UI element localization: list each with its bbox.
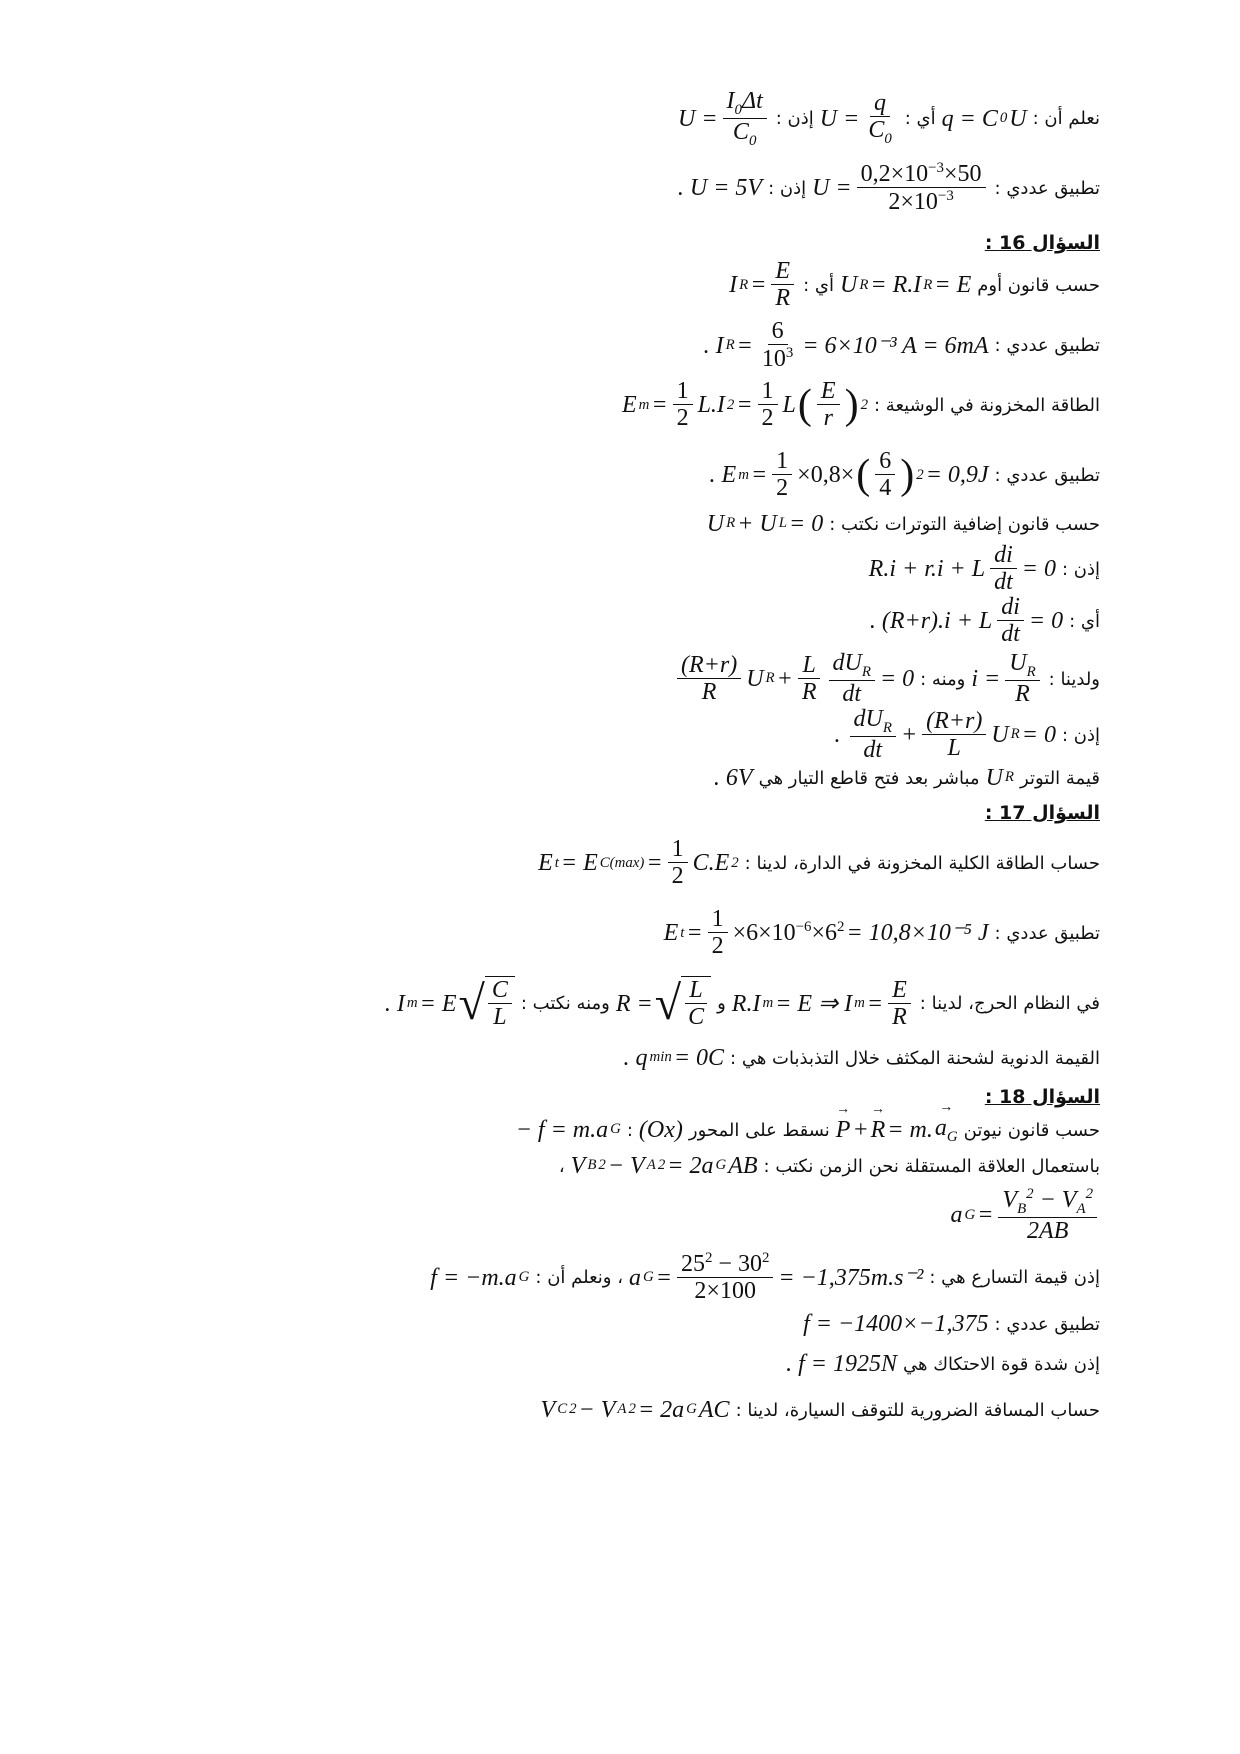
eq-rr-i: (R+r).i + L $\frac{di}{dt}$ = 0 xyxy=(881,594,1064,648)
period-3: . xyxy=(709,462,716,489)
eq-line-then-ri xyxy=(869,542,1100,597)
label-numeric-5: تطبيق عددي : xyxy=(994,1313,1100,1335)
label-then: إذن : xyxy=(775,108,814,130)
label-we-know2: ، ونعلم أن : xyxy=(535,1267,624,1289)
heading-q18: السؤال 18 : xyxy=(984,1086,1100,1108)
eq-line-ohm xyxy=(729,258,1100,313)
label-and-we-have: ولدينا : xyxy=(1048,668,1100,690)
label-friction: إذن شدة قوة الاحتكاك هي xyxy=(903,1353,1100,1375)
eq-line-critical xyxy=(385,976,1100,1032)
eq-line-min-charge xyxy=(624,1044,1100,1073)
eq-line-et-num xyxy=(664,906,1100,961)
eq-ag-value: = −1,375m.s⁻² xyxy=(778,1264,924,1291)
eq-ir: I R = $\frac{E}{R}$ xyxy=(729,258,797,313)
period-7: . xyxy=(384,990,391,1017)
eq-dur-dt: $\frac{dU_R}{dt}$ + $\frac{(R+r)}{L}$ U R = 0 xyxy=(847,706,1056,765)
eq-line-friction xyxy=(786,1350,1100,1379)
eq-line-indep xyxy=(559,1152,1100,1181)
label-project: نسقط على المحور xyxy=(688,1119,830,1141)
eq-ag-frac: a G = $\frac{V_B^2 - V_A^2}{2AB}$ xyxy=(950,1186,1100,1246)
eq-et-num: E t = $\frac{1}{2}$ $\times 6\times 10^{-6}\times 6^2$ = 10,8×10⁻⁵ J xyxy=(663,906,989,960)
label-ur-text: قيمة التوتر xyxy=(1020,767,1100,789)
eq-line-2 xyxy=(678,160,1100,217)
eq-im-sqrt: I m = E √ $\frac{C}{L}$ xyxy=(397,976,515,1032)
ur-value: 6V xyxy=(725,765,753,791)
eq-q-c0u: q = C 0 U xyxy=(941,105,1027,132)
label-ur-text2: مباشر بعد فتح قاطع التيار هي xyxy=(758,767,980,789)
eq-vb-va: V B 2 − V A 2 = 2a G AB xyxy=(570,1153,758,1179)
eq-u-numeric: U = $\frac{0,2\times 10^{-3}\times 50}{2\times 10^{-3}}$ xyxy=(812,160,988,217)
colon: : xyxy=(626,1119,633,1141)
label-voltage-add: حسب قانون إضافية التوترات نكتب : xyxy=(829,513,1100,535)
eq-vc-va: V C 2 − V A 2 = 2a G AC xyxy=(540,1397,730,1423)
eq-line-ie-rr xyxy=(870,594,1100,649)
period-8: . xyxy=(623,1045,630,1071)
eq-em-num: E m = $\frac{1}{2}$ ×0,8× ( $\frac{6}{4}$ ) 2 = 0,9J xyxy=(721,448,989,502)
eq-f-mag: − f = m.a G xyxy=(515,1116,621,1143)
eq-ir-value: = 6×10⁻³ A = 6mA xyxy=(802,332,989,359)
period-4: . xyxy=(869,608,876,635)
label-critical: في النظام الحرج، لدينا : xyxy=(919,993,1100,1015)
eq-line-stop xyxy=(541,1396,1100,1425)
eq-diff-ur: $\frac{(R+r)}{R}$ U R + $\frac{L}{R}$ $\frac{dU_R}{dt}$ = 0 xyxy=(674,650,914,709)
label-numeric: تطبيق عددي : xyxy=(994,177,1100,199)
period-5: . xyxy=(834,721,841,748)
label-numeric-2: تطبيق عددي : xyxy=(994,335,1100,357)
label-i-e-3: أي : xyxy=(1069,610,1100,632)
eq-line-ur-value xyxy=(714,764,1100,793)
period-9: . xyxy=(786,1351,793,1377)
label-stop-dist: حساب المسافة الضرورية للتوقف السيارة، لدينا : xyxy=(735,1399,1100,1421)
period: . xyxy=(677,175,684,202)
heading-q16-line xyxy=(985,232,1100,255)
label-newton: حسب قانون نيوتن xyxy=(963,1119,1100,1141)
label-so: ومنه : xyxy=(920,668,966,690)
heading-q17: السؤال 17 : xyxy=(984,802,1100,824)
eq-line-then-dur xyxy=(835,706,1101,765)
eq-u-q-c0: U = $\frac{q}{C_0}$ xyxy=(819,89,892,148)
period-2: . xyxy=(703,332,710,359)
eq-line-em-num xyxy=(710,448,1100,503)
eq-ir-num: I R = $\frac{6}{10^3}$ = 6×10⁻³ A = 6mA xyxy=(715,318,989,373)
eq-ri-ri: R.i + r.i + L $\frac{di}{dt}$ = 0 xyxy=(868,542,1056,596)
label-then-3: إذن : xyxy=(1061,558,1100,580)
heading-q17-line xyxy=(985,802,1100,825)
eq-u-i0dt: U = $\frac{I_0\Delta t}{C_0}$ xyxy=(678,88,770,150)
eq-et-value: = 10,8×10⁻⁵ J xyxy=(846,920,989,947)
eq-qmin-value: = 0C xyxy=(673,1045,725,1071)
eq-et: E t = E C(max) = $\frac{1}{2}$ C.E 2 xyxy=(538,836,739,890)
label-min-charge: القيمة الدنوية لشحنة المكثف خلال التذبذبات هي : xyxy=(730,1047,1100,1069)
period-6: . xyxy=(713,765,720,791)
eq-f-calc: f = −1400×−1,375 xyxy=(803,1311,989,1337)
eq-ur-ul: U R + U L = 0 xyxy=(706,511,824,537)
label-then-4: إذن : xyxy=(1061,724,1100,746)
eq-line-ag xyxy=(950,1186,1100,1246)
label-numeric-4: تطبيق عددي : xyxy=(994,922,1100,944)
eq-line-f-num xyxy=(803,1310,1100,1339)
eq-f-result: f = 1925N xyxy=(798,1351,897,1377)
label-so-write: ومنه نكتب : xyxy=(520,993,610,1015)
eq-line-coil xyxy=(622,378,1100,433)
label-i-e-2: أي : xyxy=(803,274,834,296)
label-ohm: حسب قانون أوم xyxy=(977,274,1100,296)
eq-ox: (Ox) xyxy=(638,1116,683,1143)
label-i-e: أي : xyxy=(904,108,936,130)
sym-ur: U R xyxy=(985,765,1015,791)
eq-r-sqrt: R = √ $\frac{L}{C}$ xyxy=(616,976,711,1032)
eq-em: E m = $\frac{1}{2}$ L.I 2 = $\frac{1}{2}$ L ( $\frac{E}{r}$ ) 2 xyxy=(621,378,869,432)
eq-ag-num: a G = $\frac{25^2 - 30^2}{2\times 100}$ = −1,375m.s⁻² xyxy=(629,1250,924,1305)
eq-u-result: U = 5V xyxy=(689,175,763,202)
eq-rim: R.I m = E ⇒ I m = $\frac{E}{R}$ xyxy=(732,977,914,1032)
label-accel: إذن قيمة التسارع هي : xyxy=(929,1267,1100,1289)
heading-q18-line xyxy=(985,1086,1100,1109)
label-total-energy: حساب الطاقة الكلية المخزونة في الدارة، لدينا : xyxy=(744,852,1100,874)
label-numeric-3: تطبيق عددي : xyxy=(994,464,1100,486)
eq-line-ir-num xyxy=(704,318,1100,374)
comma: ، xyxy=(558,1155,565,1177)
eq-qmin: q min = 0C xyxy=(635,1045,725,1071)
eq-i-ur-r: i = $\frac{U_R}{R}$ xyxy=(971,650,1042,709)
label-and: و xyxy=(717,993,726,1015)
eq-line-total-energy xyxy=(538,836,1100,891)
label-indep: باستعمال العلاقة المستقلة نحن الزمن نكتب : xyxy=(763,1155,1100,1177)
eq-line-1 xyxy=(678,88,1100,150)
label-we-know: نعلم أن : xyxy=(1032,108,1100,130)
eq-ur: U R = R.I R = E xyxy=(839,272,972,299)
eq-line-and-we-have xyxy=(674,650,1100,709)
label-coil-energy: الطاقة المخزونة في الوشيعة : xyxy=(874,394,1100,416)
eq-em-value: = 0,9J xyxy=(925,462,989,489)
heading-q16: السؤال 16 : xyxy=(984,232,1100,254)
eq-line-accel xyxy=(430,1250,1100,1306)
eq-newton: → P + → R = m. → $a_G$ xyxy=(836,1114,958,1147)
label-then-2: إذن : xyxy=(768,177,807,199)
eq-f-neg: f = −m.a G xyxy=(430,1264,530,1291)
eq-line-newton xyxy=(516,1114,1100,1147)
eq-line-voltage-add xyxy=(707,510,1100,539)
